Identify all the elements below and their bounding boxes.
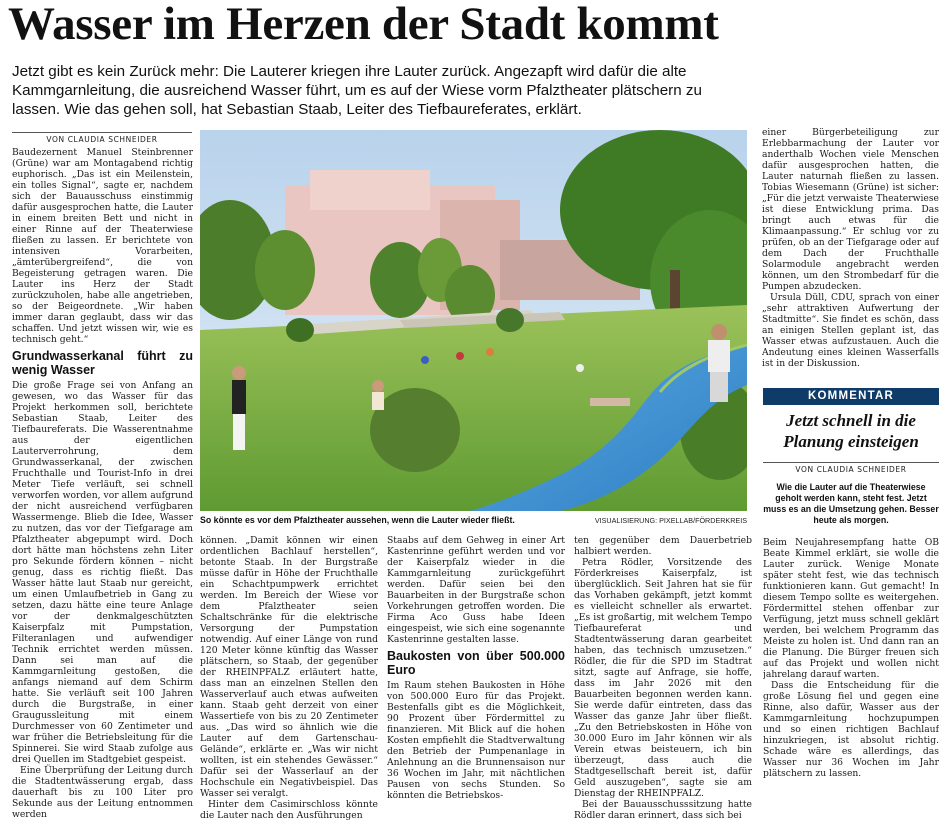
paragraph: Hinter dem Casimirschloss könnte die Lauter nach den Ausführungen bbox=[200, 799, 378, 821]
headline: Wasser im Herzen der Stadt kommt bbox=[8, 0, 719, 50]
kommentar-byline: VON CLAUDIA SCHNEIDER bbox=[763, 462, 939, 474]
kommentar-label: KOMMENTAR bbox=[763, 388, 939, 405]
paragraph: Bei der Bauausschusssitzung hatte Rödler daran erinnert, dass sich bei bbox=[574, 799, 752, 821]
paragraph: Ursula Düll, CDU, sprach von einer „sehr attraktiven Aufwertung der Stadtmitte“. Sie findet es schön, dass an einigen Stellen geplant ist, das Wasser etwas aufzustauen. Auch die Andeutung eines kleinen Wasserfalls ist in der Diskussion. bbox=[762, 292, 939, 369]
lead-paragraph: Jetzt gibt es kein Zurück mehr: Die Lauterer kriegen ihre Lauter zurück. Angezapft wird dafür die alte Kammgarnleitung, die ausreichend Wasser führt, um es auf der Wiese vorm Pfalztheater plätschern zu lassen. Wie das gehen soll, hat Sebastian Staab, Leiter des Tiefbaureferates, erklärt. bbox=[12, 63, 702, 118]
subheading: Baukosten von über 500.000 Euro bbox=[387, 649, 565, 677]
kommentar-lead: Wie die Lauter auf die Theaterwiese geholt werden kann, steht fest. Jetzt muss es an die Umsetzung gehen. Besser heute als morgen. bbox=[763, 482, 939, 525]
photo-credit: VISUALISIERUNG: PIXELLAB/FÖRDERKREIS bbox=[594, 516, 747, 525]
article-column-3 bbox=[387, 535, 565, 825]
photo-caption: So könnte es vor dem Pfalztheater aussehen, wenn die Lauter wieder fließt. bbox=[200, 515, 515, 525]
kommentar-title: Jetzt schnell in die Planung einsteigen bbox=[783, 411, 919, 451]
paragraph: Baudezernent Manuel Steinbrenner (Grüne) war am Montagabend richtig euphorisch. „Das ist ein Meilenstein, ein tolles Signal“, sagte er, nachdem sich der Bauausschuss einstimmig dafür ausgesprochen hatte, die Lauter in einem breiten Bett und nicht in einer Rinne auf der Theaterwiese fließen zu lassen. Er berichtete von intensiven Vorarbeiten, „ämterübergreifend“, die von Begeisterung getragen waren. Die Lauter ins Herz der Stadt zurückzuholen, habe alle angetrieben, so der Beigeordnete. „Wir haben immer daran geglaubt, dass wir das schaffen. Und jetzt wissen wir, wie es technisch geht.“ bbox=[12, 147, 193, 345]
subheading: Grundwasserkanal führt zu wenig Wasser bbox=[12, 349, 193, 377]
visualization-image bbox=[200, 130, 747, 511]
paragraph: Beim Neujahresempfang hatte OB Beate Kimmel erklärt, sie wolle die Lauter zurück. Wenige Monate später steht fest, wie das technisch funktionieren kann. Gut gemacht! In diesem Tempo sollte es weitergehen. Fördermittel stehen offenbar zur Verfügung, jetzt muss schnell geklärt werden, bei welchem Programm das Meiste zu holen ist. Und dann ran an die Planung. Die Bürger freuen sich auf das Projekt und wollen nicht jahrelang darauf warten. bbox=[763, 537, 939, 680]
child-figure bbox=[372, 380, 384, 410]
paragraph: einer Bürgerbeteiligung zur Erlebbarmachung der Lauter vor anderthalb Wochen viele Menschen dafür ausgesprochen hatten, die Lauter naturnah fließen zu lassen. Tobias Wiesemann (Grüne) ist sicher: „Für die jetzt verwaiste Theaterwiese ist diese Entwicklung prima. Das bringt auch etwas für die Klimaanpassung.“ Er schlug vor zu prüfen, ob an der Tiefgarage oder auf dem Dach der Fruchthalle Solarmodule angebracht werden können, um den Strombedarf für die Pumpen abzudecken. bbox=[762, 127, 939, 292]
paragraph: Die große Frage sei von Anfang an gewesen, wo das Wasser für das Projekt herkommen soll, berichtete Sebastian Staab, Leiter des Tiefbaureferats. Die Wasserentnahme aus der eigentlichen Lauterverrohrung, dem Grundwasserkanal, der zwischen Fruchthalle und Tourist-Info in drei Meter Tiefe verläuft, sei schnell verworfen worden, vor allem aufgrund der nicht ausreichend verfügbaren Wassermenge. Blieb die Idee, Wasser zu nutzen, das vor der Tiefgarage am Pfalztheater abgepumpt wird. Doch dort hätte man höchstens zehn Liter pro Sekunde fördern können – nicht genug, dass es richtig fließt. Das Wasser hätte laut Staab nur gereicht, um einen Umlaufbetrieb in Gang zu setzen, dazu hätte eine teure Anlage vor der denkmalgeschützten Kaiserpfalz mit Pumpstation, Filteranlagen und aufwendiger Technik errichtet werden müssen. Dann sei man auf die Kammgarnleitung gestoßen, die anfangs niemand auf dem Schirm hatte. Sie verläuft seit 100 Jahren durch die Burgstraße, in einer Graugussleitung mit einem Durchmesser von 60 Zentimeter und war früher die Betriebsleitung für die Spinnerei. Sie wird Staab zufolge aus drei Quellen im Stadtgebiet gespeist. bbox=[12, 380, 193, 765]
kommentar-body bbox=[763, 537, 939, 825]
article-column-2 bbox=[200, 535, 378, 825]
paragraph: Staabs auf dem Gehweg in einer Art Kastenrinne geführt werden und vor der Kaiserpfalz wieder in die Kammgarnleitung zurückgeführt werden. Dafür seien bei den Bauarbeiten in der Burgstraße schon Vorkehrungen getroffen worden. Die Firma Aco Guss habe Ideen eingespeist, wie sich eine sogenannte Kastenrinne gestalten lasse. bbox=[387, 535, 565, 645]
paragraph: Dass die Entscheidung für die große Lösung fiel und gegen eine Rinne, also dafür, Wasser aus der Kammgarnleitung hochzupumpen und so einen richtigen Bachlauf hinzukriegen, ist absolut richtig. Schade wäre es allerdings, das Wasser nur 36 Wochen im Jahr plätschern zu lassen. bbox=[763, 680, 939, 779]
paragraph: Eine Überprüfung der Leitung durch die Stadtentwässerung ergab, dass dauerhaft bis zu 100 Liter pro Sekunde aus der Leitung entnommen werden bbox=[12, 765, 193, 820]
paragraph: können. „Damit können wir einen ordentlichen Bachlauf herstellen“, betonte Staab. In der Burgstraße müsse dafür in Höhe der Fruchthalle ein Schachtpumpwerk errichtet werden. Im Bereich der Wiese vor dem Pfalztheater seien Schaltschränke für die elektrische Versorgung der Pumpstation notwendig. Auf einer Länge von rund 120 Meter könne künftig das Wasser plätschern, so Staab, der gegenüber der RHEINPFALZ erläutert hatte, dass man an einzelnen Stellen den Wasserverlauf auch etwas aufweiten kann. Staab geht derzeit von einer Wassertiefe von bis zu 20 Zentimeter aus. „Das wird so ähnlich wie die Lauter auf dem Gartenschau-Gelände“, erklärte er. „Was wir nicht wollten, ist ein stehendes Gewässer.“ Dafür sei der Wasserlauf an der Hochschule ein Negativbeispiel. Das Wasser sei veralgt. bbox=[200, 535, 378, 799]
article-column-1 bbox=[12, 147, 193, 825]
paragraph: Petra Rödler, Vorsitzende des Förderkreises Kaiserpfalz, ist überglücklich. Seit Jahren hat sie für das Vorhaben gekämpft, jetzt kommt es vielleicht schneller als erwartet. „Es ist großartig, mit welchem Tempo Tiefbaureferat und Stadtentwässerung daran gearbeitet haben, das technisch umzusetzen.“ Rödler, die für die SPD im Stadtrat sitzt, sagte auf Anfrage, sie hoffe, dass im Jahr 2026 mit den Bauarbeiten begonnen werden kann. Sie werde dafür eintreten, dass das Wasser das ganze Jahr über fließt. „Zu den Betriebskosten in Höhe von 30.000 Euro im Jahr können wir als Verein etwas beisteuern, ich bin überzeugt, dass auch die Stadtgesellschaft bereit ist, dafür Geld auszugeben“, sagte sie am Dienstag der RHEINPFALZ. bbox=[574, 557, 752, 799]
article-column-4 bbox=[574, 535, 752, 825]
theater-meadow-illustration bbox=[200, 130, 747, 511]
article-column-5 bbox=[762, 127, 939, 383]
byline: VON CLAUDIA SCHNEIDER bbox=[12, 132, 192, 144]
paragraph: ten gegenüber dem Dauerbetrieb halbiert werden. bbox=[574, 535, 752, 557]
paragraph: Im Raum stehen Baukosten in Höhe von 500.000 Euro für das Projekt. Bestenfalls gibt es die Möglichkeit, 90 Prozent über Fördermittel zu finanzieren. Mit Blick auf die hohen Kosten empfiehlt die Stadtverwaltung den Betrieb der Pumpenanlage in Anlehnung an die Brunnensaison nur 36 Wochen im Jahr, mit nächtlichen Pausen von sechs Stunden. So könnten die Betriebskos- bbox=[387, 680, 565, 801]
